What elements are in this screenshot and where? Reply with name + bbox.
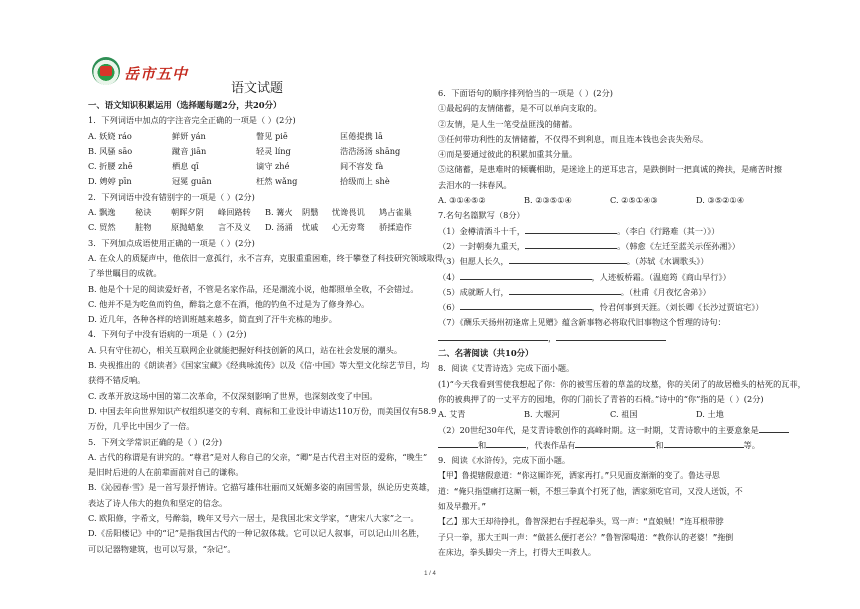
- option-text: 浩浩汤汤 shāng: [340, 145, 401, 156]
- answer-blank[interactable]: [525, 239, 617, 249]
- page-number: 1 / 4: [424, 571, 436, 577]
- source-text: ，人迹板桥霜。（温庭筠《商山早行》）: [591, 271, 731, 282]
- q7-item-3: [438, 254, 783, 269]
- prompt-text: （4）: [438, 271, 460, 282]
- option-text: 轻灵 líng: [256, 145, 291, 156]
- option-text: 鲜妍 yán: [172, 130, 206, 141]
- option-text: 鸠占雀巢: [379, 207, 412, 218]
- answer-blank[interactable]: [438, 438, 478, 448]
- question-9: 9．阅读《水浒传》，完成下面小题。: [438, 455, 571, 466]
- q8-2-line-1: [438, 423, 783, 438]
- prompt-text: （2）20世纪30年代，是艾青诗歌创作的高峰时期。这一时期，艾青诗歌中的主要意象是: [438, 424, 759, 435]
- option-text: B. 风骚 sāo: [88, 145, 133, 156]
- q2-options-ab: [88, 205, 426, 220]
- option-text: 朝晖夕阴: [171, 207, 204, 218]
- option-text: C. 折腰 zhē: [88, 161, 133, 172]
- q8-1-line-2: 你的被典押了的一丈平方的园地，你的门前长了青苔的石椅。”诗中的“你”指的是（ ）(2分): [438, 393, 764, 404]
- option-text: 骄揉造作: [379, 222, 412, 233]
- q8-options: [438, 407, 783, 422]
- q9-passage-jia-2: 道：“俺只指望痛打这厮一顿，不想三拳真个打死了他，洒家须吃官司，又没人送饭，不: [438, 486, 743, 496]
- source-text: 。（李白《行路难（其一）》）: [617, 225, 720, 236]
- option-text: A. ③①④⑤②: [438, 195, 486, 206]
- q6-item-3: ③任何带功利性的友情储蓄，不仅得不到利息，而且连本钱也会丧失殆尽。: [438, 133, 709, 144]
- answer-blank[interactable]: [664, 438, 744, 448]
- option-text: 冠冕 guān: [172, 176, 212, 187]
- option-text: 枉然 wǎng: [256, 176, 298, 187]
- q9-passage-yi-2: 子只一拳，那大王叫一声：“做甚么便打老公？”鲁智深喝道：“教你认的老婆！”拖倒: [438, 532, 734, 542]
- question-2: 2．下列词语中没有错别字的一项是（ ）(2分): [88, 191, 255, 202]
- q6-item-4: ④而是要通过彼此的积累加重其分量。: [438, 149, 578, 160]
- question-3: 3．下列加点成语使用正确的一项是（ ）(2分): [88, 237, 255, 248]
- q7-item-5: [438, 285, 783, 300]
- question-4: 4．下列句子中没有语病的一项是（ ）(2分): [88, 329, 247, 340]
- option-text: 峰回路转: [218, 207, 251, 218]
- option-text: A. 妖娆 ráo: [88, 130, 132, 141]
- question-5: 5．下列文学常识正确的是（ ）(2分): [88, 436, 223, 447]
- q6-item-5-cont: 去泪水的一抹春风。: [438, 179, 512, 190]
- q6-item-2: ②友情，是人生一笔受益匪浅的储蓄。: [438, 118, 578, 129]
- source-text: 。（苏轼《水调歌头》）: [626, 256, 709, 267]
- option-text: 阴翳: [302, 207, 319, 218]
- comma-text: ，: [548, 332, 557, 343]
- source-text: 。（杜甫《月夜忆舍弟》）: [620, 286, 711, 297]
- q1-option-b: [88, 144, 426, 159]
- option-text: 瞥见 piē: [256, 130, 288, 141]
- option-text: 栖息 qī: [172, 161, 199, 172]
- q2-options-cd: [88, 220, 426, 235]
- answer-blank[interactable]: [460, 270, 592, 280]
- q3-option-d: D. 近几年，各种各样的培训班越来越多，简直到了汗牛充栋的地步。: [88, 314, 337, 325]
- option-text: C. 贸然: [88, 222, 116, 233]
- option-text: D. 土地: [696, 409, 724, 420]
- option-text: A. 飘逸: [88, 207, 116, 218]
- prompt-text: （6）: [438, 302, 460, 313]
- answer-blank[interactable]: [525, 224, 617, 234]
- q3-option-a-cont: 了举世瞩目的成就。: [88, 268, 162, 279]
- school-name: 岳市五中: [124, 65, 189, 83]
- q7-item-6: [438, 300, 783, 315]
- question-1: 1．下列词语中加点的字注音完全正确的一项是（ ）(2分): [88, 115, 296, 126]
- q7-item-2: [438, 239, 783, 254]
- option-text: 匡倦提携 lā: [340, 130, 383, 141]
- option-text: B. 篝火: [265, 207, 293, 218]
- option-text: 忧谗畏讥: [332, 207, 365, 218]
- q7-item-7-answer: [438, 331, 783, 346]
- option-text: 原抛蜡象: [171, 222, 204, 233]
- option-text: D. 汤涌: [265, 222, 293, 233]
- answer-blank[interactable]: [486, 438, 526, 448]
- answer-blank[interactable]: [759, 423, 789, 433]
- option-text: A. 艾青: [438, 409, 466, 420]
- q9-passage-jia-3: 如及早撒开。”: [438, 502, 487, 512]
- option-text: 忧戚: [302, 222, 319, 233]
- q4-option-a: A. 只有守住初心，相关互联网企业就能把握好科技创新的风口，站在社会发展的潮头。: [88, 344, 403, 355]
- q9-passage-yi-1: 【乙】那大王却待挣扎，鲁智深把右手捏起拳头，骂一声：“直娘贼！”连耳根带脖: [438, 517, 724, 527]
- option-text: 心无旁骛: [332, 222, 365, 233]
- answer-blank[interactable]: [438, 331, 548, 341]
- section-2-heading: 二、名著阅读（共10分）: [438, 348, 534, 359]
- option-text: 蹴音 jiān: [172, 145, 207, 156]
- right-column: [438, 86, 806, 560]
- option-text: 谪守 zhé: [256, 161, 290, 172]
- q4-option-c: C. 改革开放这场中国的第二次革命，不仅深刻影响了世界，也深刻改变了中国。: [88, 390, 378, 401]
- q9-passage-yi-3: 在床边，拳头脚尖一齐上，打得大王叫救人。: [438, 547, 596, 557]
- answer-blank[interactable]: [460, 300, 592, 310]
- q1-option-c: [88, 159, 426, 174]
- q6-options: [438, 193, 783, 208]
- prompt-text: （5）成就断人行，: [438, 286, 509, 297]
- prompt-text: 和: [478, 439, 487, 450]
- q7-item-4: [438, 270, 783, 285]
- q5-option-a: A. 古代的称谓是有讲究的。“尊君”是对人称自己的父亲，“卿”是古代君主对臣的爱称，“晚生”: [88, 451, 428, 462]
- option-text: B. 大堰河: [524, 409, 560, 420]
- q5-option-b: B.《沁园春·雪》是一首写景抒情诗。它描写雄伟壮丽而又妩媚多姿的南国雪景，纵论历史英雄，: [88, 482, 435, 493]
- option-text: 脏物: [135, 222, 152, 233]
- q5-option-d: D.《岳阳楼记》中的“记”是指我国古代的一种记叙体裁。它可以记人叙事，可以记山川名胜，: [88, 528, 425, 539]
- prompt-text: （2）一封朝奏九重天，: [438, 240, 526, 251]
- q3-option-c: C. 他并不是为吃鱼而钓鱼，醉翁之意不在酒，他的钓鱼不过是为了修身养心。: [88, 298, 370, 309]
- option-text: 拾级而上 shè: [340, 176, 390, 187]
- exam-title: 语文试题: [230, 81, 283, 96]
- q6-item-5: ⑤这储蓄，是患难时的倾囊相助，是迷途上的逆耳忠言，是跌倒时一把真诚的搀扶，是痛苦时擦: [438, 164, 782, 175]
- question-7: 7.名句名篇默写（8分）: [438, 210, 525, 221]
- q7-item-7: （7）《酬乐天扬州初逢席上见赠》蕴含新事物必将取代旧事物这个哲理的诗句：: [438, 317, 726, 328]
- q5-option-c: C. 欧阳修，字希文，号醉翁，晚年又号六一居士，是我国北宋文学家，“唐宋八大家”之一。: [88, 513, 419, 524]
- q6-item-1: ①最起码的友情储蓄，是不可以单向支取的。: [438, 103, 602, 114]
- answer-blank[interactable]: [509, 254, 627, 264]
- q4-option-d: D. 中国去年向世界知识产权组织递交的专利、商标和工业设计申请达110万份，而美国仅有58.9: [88, 405, 437, 416]
- question-8: 8．阅读《艾青诗选》完成下面小题。: [438, 363, 575, 374]
- q7-item-1: [438, 224, 783, 239]
- q5-option-a-cont: 是旧时后进的人在前辈面前对自己的谦称。: [88, 467, 244, 478]
- q9-passage-jia-1: 【甲】鲁提辖假意道：“你这厮诈死，洒家再打。”只见面皮渐渐的变了。鲁达寻思: [438, 471, 720, 481]
- source-text: ，怜君何事到天涯。（刘长卿《长沙过贾谊宅》）: [591, 302, 764, 313]
- prompt-text: 和: [655, 439, 664, 450]
- left-column: [88, 80, 443, 557]
- option-text: D. 娉婷 pīn: [88, 176, 132, 187]
- q8-1-line-1: (1)“今天我看到雪使我想起了你：你的被雪压着的草盖的坟墓，你的关闭了的故居檐头的枯死的瓦菲，: [438, 378, 806, 389]
- q3-option-b: B. 他是个十足的阅读爱好者，不管是名家作品，还是潮流小说，他都照单全收，不会错过。: [88, 283, 419, 294]
- q4-option-b-cont: 获得不错反响。: [88, 375, 146, 386]
- prompt-text: 等。: [743, 439, 760, 450]
- option-text: 秘诀: [135, 207, 152, 218]
- option-text: C. 祖国: [610, 409, 638, 420]
- q4-option-d-cont: 万份，几乎比中国少了一倍。: [88, 421, 195, 432]
- answer-blank[interactable]: [509, 285, 621, 295]
- prompt-text: （3）但愿人长久，: [438, 256, 509, 267]
- option-text: C. ②⑤①④③: [610, 195, 658, 206]
- option-text: D. ③⑤②①④: [696, 195, 745, 206]
- option-text: 言不及义: [218, 222, 251, 233]
- q1-option-a: [88, 129, 426, 144]
- q3-option-a: A. 在众人的质疑声中，他依旧一意孤行，永不言弃，克服重重困难，终于攀登了科技研究领域取得: [88, 252, 443, 263]
- q4-option-b: B. 央视推出的《朗读者》《国家宝藏》《经典咏流传》以及《信·中国》等大型文化综艺节目，均: [88, 360, 430, 371]
- prompt-text: ，代表作品有: [526, 439, 576, 450]
- answer-blank[interactable]: [575, 438, 655, 448]
- source-text: 。（韩愈《左迁至蓝关示侄孙湘》）: [617, 240, 740, 251]
- q1-option-d: [88, 174, 426, 189]
- prompt-text: （1）金樽清酒斗十千，: [438, 225, 526, 236]
- question-6: 6．下面语句的顺序排列恰当的一项是（ ）(2分): [438, 88, 613, 98]
- q5-option-d-cont: 可以记器物建筑，也可以写景，“杂记”。: [88, 543, 236, 554]
- q8-2-line-2: [438, 438, 783, 453]
- q5-option-b-cont: 表达了诗人伟大的抱负和坚定的信念。: [88, 497, 228, 508]
- answer-blank[interactable]: [556, 331, 666, 341]
- option-text: B. ②③⑤①④: [524, 195, 572, 206]
- option-text: 间不容发 fà: [340, 161, 384, 172]
- section-1-heading: 一、语文知识积累运用（选择题每题2分，共20分）: [88, 100, 282, 110]
